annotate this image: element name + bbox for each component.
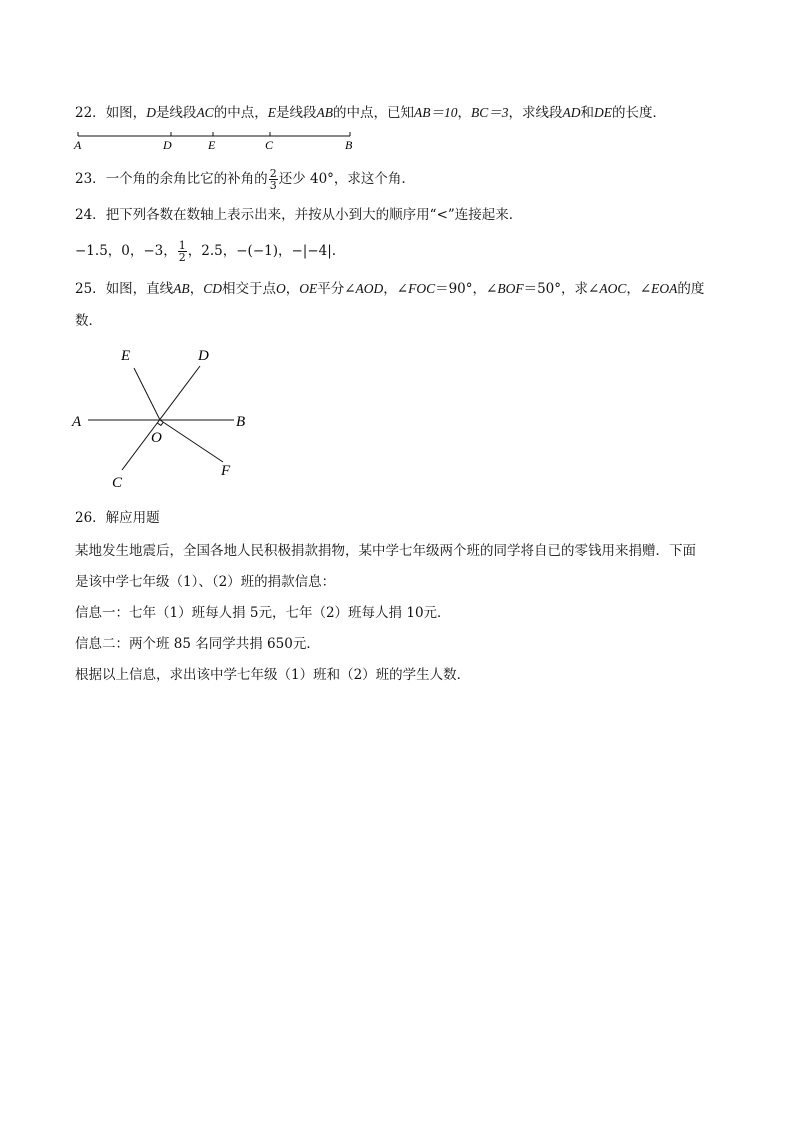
label-c: C bbox=[265, 138, 274, 152]
q22-text: 和 bbox=[580, 105, 594, 121]
q24-numbers-part2: ，2.5，−(−1)，−|−4|. bbox=[187, 243, 337, 259]
q25-text: ，∠ bbox=[383, 281, 409, 297]
label-f: F bbox=[221, 463, 231, 479]
q22-var-ab: AB bbox=[316, 105, 333, 120]
q25-var: AOC bbox=[599, 281, 627, 296]
q25-angle-figure bbox=[0, 0, 794, 520]
q25-var: O bbox=[275, 281, 286, 296]
right-angle-mark bbox=[158, 422, 164, 425]
q26-heading: 26．解应用题 bbox=[75, 510, 160, 526]
q25-number: 25． bbox=[75, 281, 106, 297]
q25-text: 的度 bbox=[677, 281, 705, 297]
label-b: B bbox=[236, 414, 246, 430]
q25-var: BOF bbox=[497, 281, 524, 296]
q26-info-1: 信息一：七年（1）班每人捐 5元，七年（2）班每人捐 10元． bbox=[75, 605, 451, 621]
label-a: A bbox=[74, 138, 82, 152]
q26-question: 根据以上信息，求出该中学七年级（1）班和（2）班的学生人数． bbox=[75, 667, 471, 683]
label-d: D bbox=[163, 138, 172, 152]
q22-var-d: D bbox=[146, 105, 156, 120]
q23-text: 还少 40°，求这个角. bbox=[278, 171, 406, 187]
q26-paragraph-1: 某地发生地震后，全国各地人民积极捐款捐物，某中学七年级两个班的同学将自已的零钱用来捐赠．下面 bbox=[75, 543, 696, 559]
q25-text: 如图，直线 bbox=[105, 281, 174, 297]
q25-text: ＝90°，∠ bbox=[435, 281, 498, 297]
label-e: E bbox=[121, 348, 131, 364]
q22-given-bc: BC＝3 bbox=[470, 105, 509, 120]
q22-text: 的中点， bbox=[213, 105, 268, 121]
ray-oe bbox=[134, 368, 160, 420]
q22-text: 的中点，已知 bbox=[332, 105, 414, 121]
q22-var-e: E bbox=[267, 105, 276, 120]
label-b: B bbox=[345, 138, 353, 152]
q25-text: 数． bbox=[75, 313, 102, 329]
q22-var-ac: AC bbox=[196, 105, 214, 120]
q24-numbers-part1: −1.5，0，−3， bbox=[75, 243, 177, 259]
fraction-numerator: 1 bbox=[178, 239, 186, 252]
q22-text: ， bbox=[457, 105, 471, 121]
q25-var: CD bbox=[203, 281, 222, 296]
q22-number: 22． bbox=[75, 105, 106, 121]
q26-paragraph-2: 是该中学七年级（1）、（2）班的捐款信息： bbox=[75, 574, 336, 590]
q25-var: OE bbox=[299, 281, 318, 296]
label-a: A bbox=[72, 414, 82, 430]
q22-text: 如图， bbox=[105, 105, 147, 121]
fraction-numerator: 2 bbox=[269, 167, 277, 180]
q25-text: 平分∠ bbox=[317, 281, 356, 297]
q22-text: 是线段 bbox=[155, 105, 197, 121]
q25-var: EOA bbox=[651, 281, 678, 296]
q25-var: FOC bbox=[408, 281, 436, 296]
q25-text: ， bbox=[285, 281, 300, 297]
q25-var: AOD bbox=[355, 281, 384, 296]
fraction-denominator: 3 bbox=[269, 179, 277, 192]
q25-text: ＝50°，求∠ bbox=[523, 281, 600, 297]
label-d: D bbox=[198, 348, 209, 364]
line-cd bbox=[122, 366, 200, 470]
q26-info-2: 信息二：两个班 85 名同学共捐 650元． bbox=[75, 636, 320, 652]
label-e: E bbox=[208, 138, 216, 152]
q24-number: 24． bbox=[75, 207, 106, 223]
q22-given-ab: AB＝10 bbox=[413, 105, 458, 120]
q22-text: 的长度． bbox=[611, 105, 666, 121]
q22-var-de: DE bbox=[593, 105, 612, 120]
q22-text: 是线段 bbox=[275, 105, 317, 121]
label-c: C bbox=[112, 475, 123, 491]
q25-text: 相交于点 bbox=[221, 281, 276, 297]
fraction-denominator: 2 bbox=[178, 251, 186, 264]
q25-var: AB bbox=[173, 281, 190, 296]
q25-text: ，∠ bbox=[626, 281, 652, 297]
ray-of bbox=[160, 420, 223, 462]
q22-text: ，求线段 bbox=[508, 105, 563, 121]
q23-number: 23． bbox=[75, 171, 106, 187]
q25-text: ， bbox=[189, 281, 204, 297]
q24-text: 把下列各数在数轴上表示出来，并按从小到大的顺序用“<”连接起来． bbox=[105, 207, 523, 223]
q23-text: 一个角的余角比它的补角的 bbox=[105, 171, 268, 187]
q22-var-ad: AD bbox=[562, 105, 581, 120]
label-o: O bbox=[151, 430, 162, 446]
